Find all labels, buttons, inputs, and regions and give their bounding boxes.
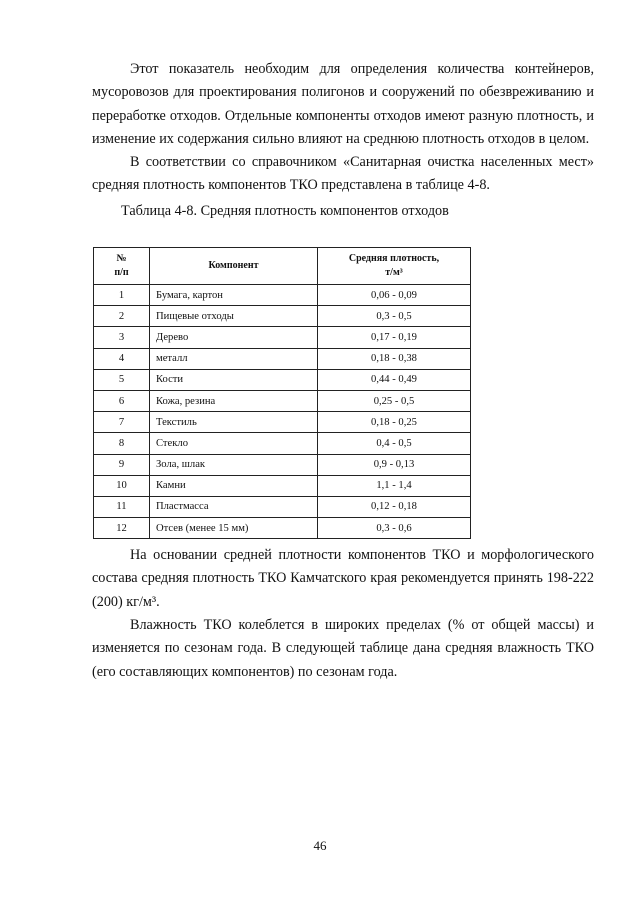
paragraph-line: состава средняя плотность ТКО Камчатского края рекомендуется принять 198-222 [92,570,594,587]
paragraph-line: Этот показатель необходим для определения количества контейнеров, [130,61,594,77]
row-number: 10 [94,475,150,496]
row-component: Пищевые отходы [150,306,318,327]
paragraph-line: (200) кг/м³. [92,593,160,610]
paragraph-line: изменение их содержания сильно влияют на среднюю плотность отходов в целом. [92,130,590,147]
table-row [94,518,471,539]
row-density: 0,06 - 0,09 [318,285,471,306]
density-table [93,247,471,539]
page-number: 46 [313,838,327,853]
table-row [94,306,471,327]
row-number: 5 [94,369,150,390]
row-density: 0,44 - 0,49 [318,369,471,390]
header-num-line1: № [116,253,127,264]
table-row [94,475,471,496]
table-row [94,327,471,348]
row-component: Дерево [150,327,318,348]
row-component: Кости [150,369,318,390]
row-density: 0,25 - 0,5 [318,390,471,411]
row-density: 0,9 - 0,13 [318,454,471,475]
paragraph-line: На основании средней плотности компонентов ТКО и морфологического [130,547,594,563]
table-row [94,412,471,433]
paragraph-3 [92,544,594,614]
row-number: 6 [94,390,150,411]
header-num [94,248,150,285]
row-number: 7 [94,412,150,433]
row-component: Зола, шлак [150,454,318,475]
table-row [94,496,471,517]
row-density: 0,18 - 0,25 [318,412,471,433]
row-number: 2 [94,306,150,327]
table-body [94,285,471,539]
table-row [94,433,471,454]
table-row [94,390,471,411]
paragraph-2 [92,151,594,198]
row-number: 12 [94,518,150,539]
row-density: 1,1 - 1,4 [318,475,471,496]
paragraph-line: переработке отходов. Отдельные компоненты отходов имеют разную плотность, и [92,107,594,124]
row-component: Отсев (менее 15 мм) [150,518,318,539]
table-row [94,454,471,475]
row-density: 0,4 - 0,5 [318,433,471,454]
row-component: Стекло [150,433,318,454]
header-component: Компонент [150,248,318,285]
row-component: Бумага, картон [150,285,318,306]
table-row [94,348,471,369]
row-density: 0,3 - 0,5 [318,306,471,327]
paragraph-4 [92,614,594,684]
row-component: Кожа, резина [150,390,318,411]
row-component: металл [150,348,318,369]
row-component: Текстиль [150,412,318,433]
header-density-line2: т/м³ [385,267,403,278]
row-component: Камни [150,475,318,496]
paragraph-line: (его составляющих компонентов) по сезонам года. [92,663,398,680]
table-header-row [94,248,471,285]
paragraph-line: мусоровозов для проектирования полигонов и сооружений по обезвреживанию и [92,84,594,101]
row-component: Пластмасса [150,496,318,517]
row-number: 1 [94,285,150,306]
table-row [94,369,471,390]
table-caption: Таблица 4-8. Средняя плотность компонентов отходов [121,203,449,219]
row-density: 0,3 - 0,6 [318,518,471,539]
row-density: 0,12 - 0,18 [318,496,471,517]
table-row [94,285,471,306]
row-number: 4 [94,348,150,369]
paragraph-line: изменяется по сезонам года. В следующей таблице дана средняя влажность ТКО [92,640,594,657]
row-number: 9 [94,454,150,475]
header-density [318,248,471,285]
header-num-line2: п/п [114,267,129,278]
paragraph-line: средняя плотность компонентов ТКО представлена в таблице 4-8. [92,177,490,194]
row-density: 0,18 - 0,38 [318,348,471,369]
row-density: 0,17 - 0,19 [318,327,471,348]
paragraph-1 [92,58,594,151]
row-number: 8 [94,433,150,454]
header-density-line1: Средняя плотность, [348,253,440,264]
row-number: 3 [94,327,150,348]
row-number: 11 [94,496,150,517]
paragraph-line: В соответствии со справочником «Санитарная очистка населенных мест» [130,154,594,170]
paragraph-line: Влажность ТКО колеблется в широких пределах (% от общей массы) и [130,617,594,633]
